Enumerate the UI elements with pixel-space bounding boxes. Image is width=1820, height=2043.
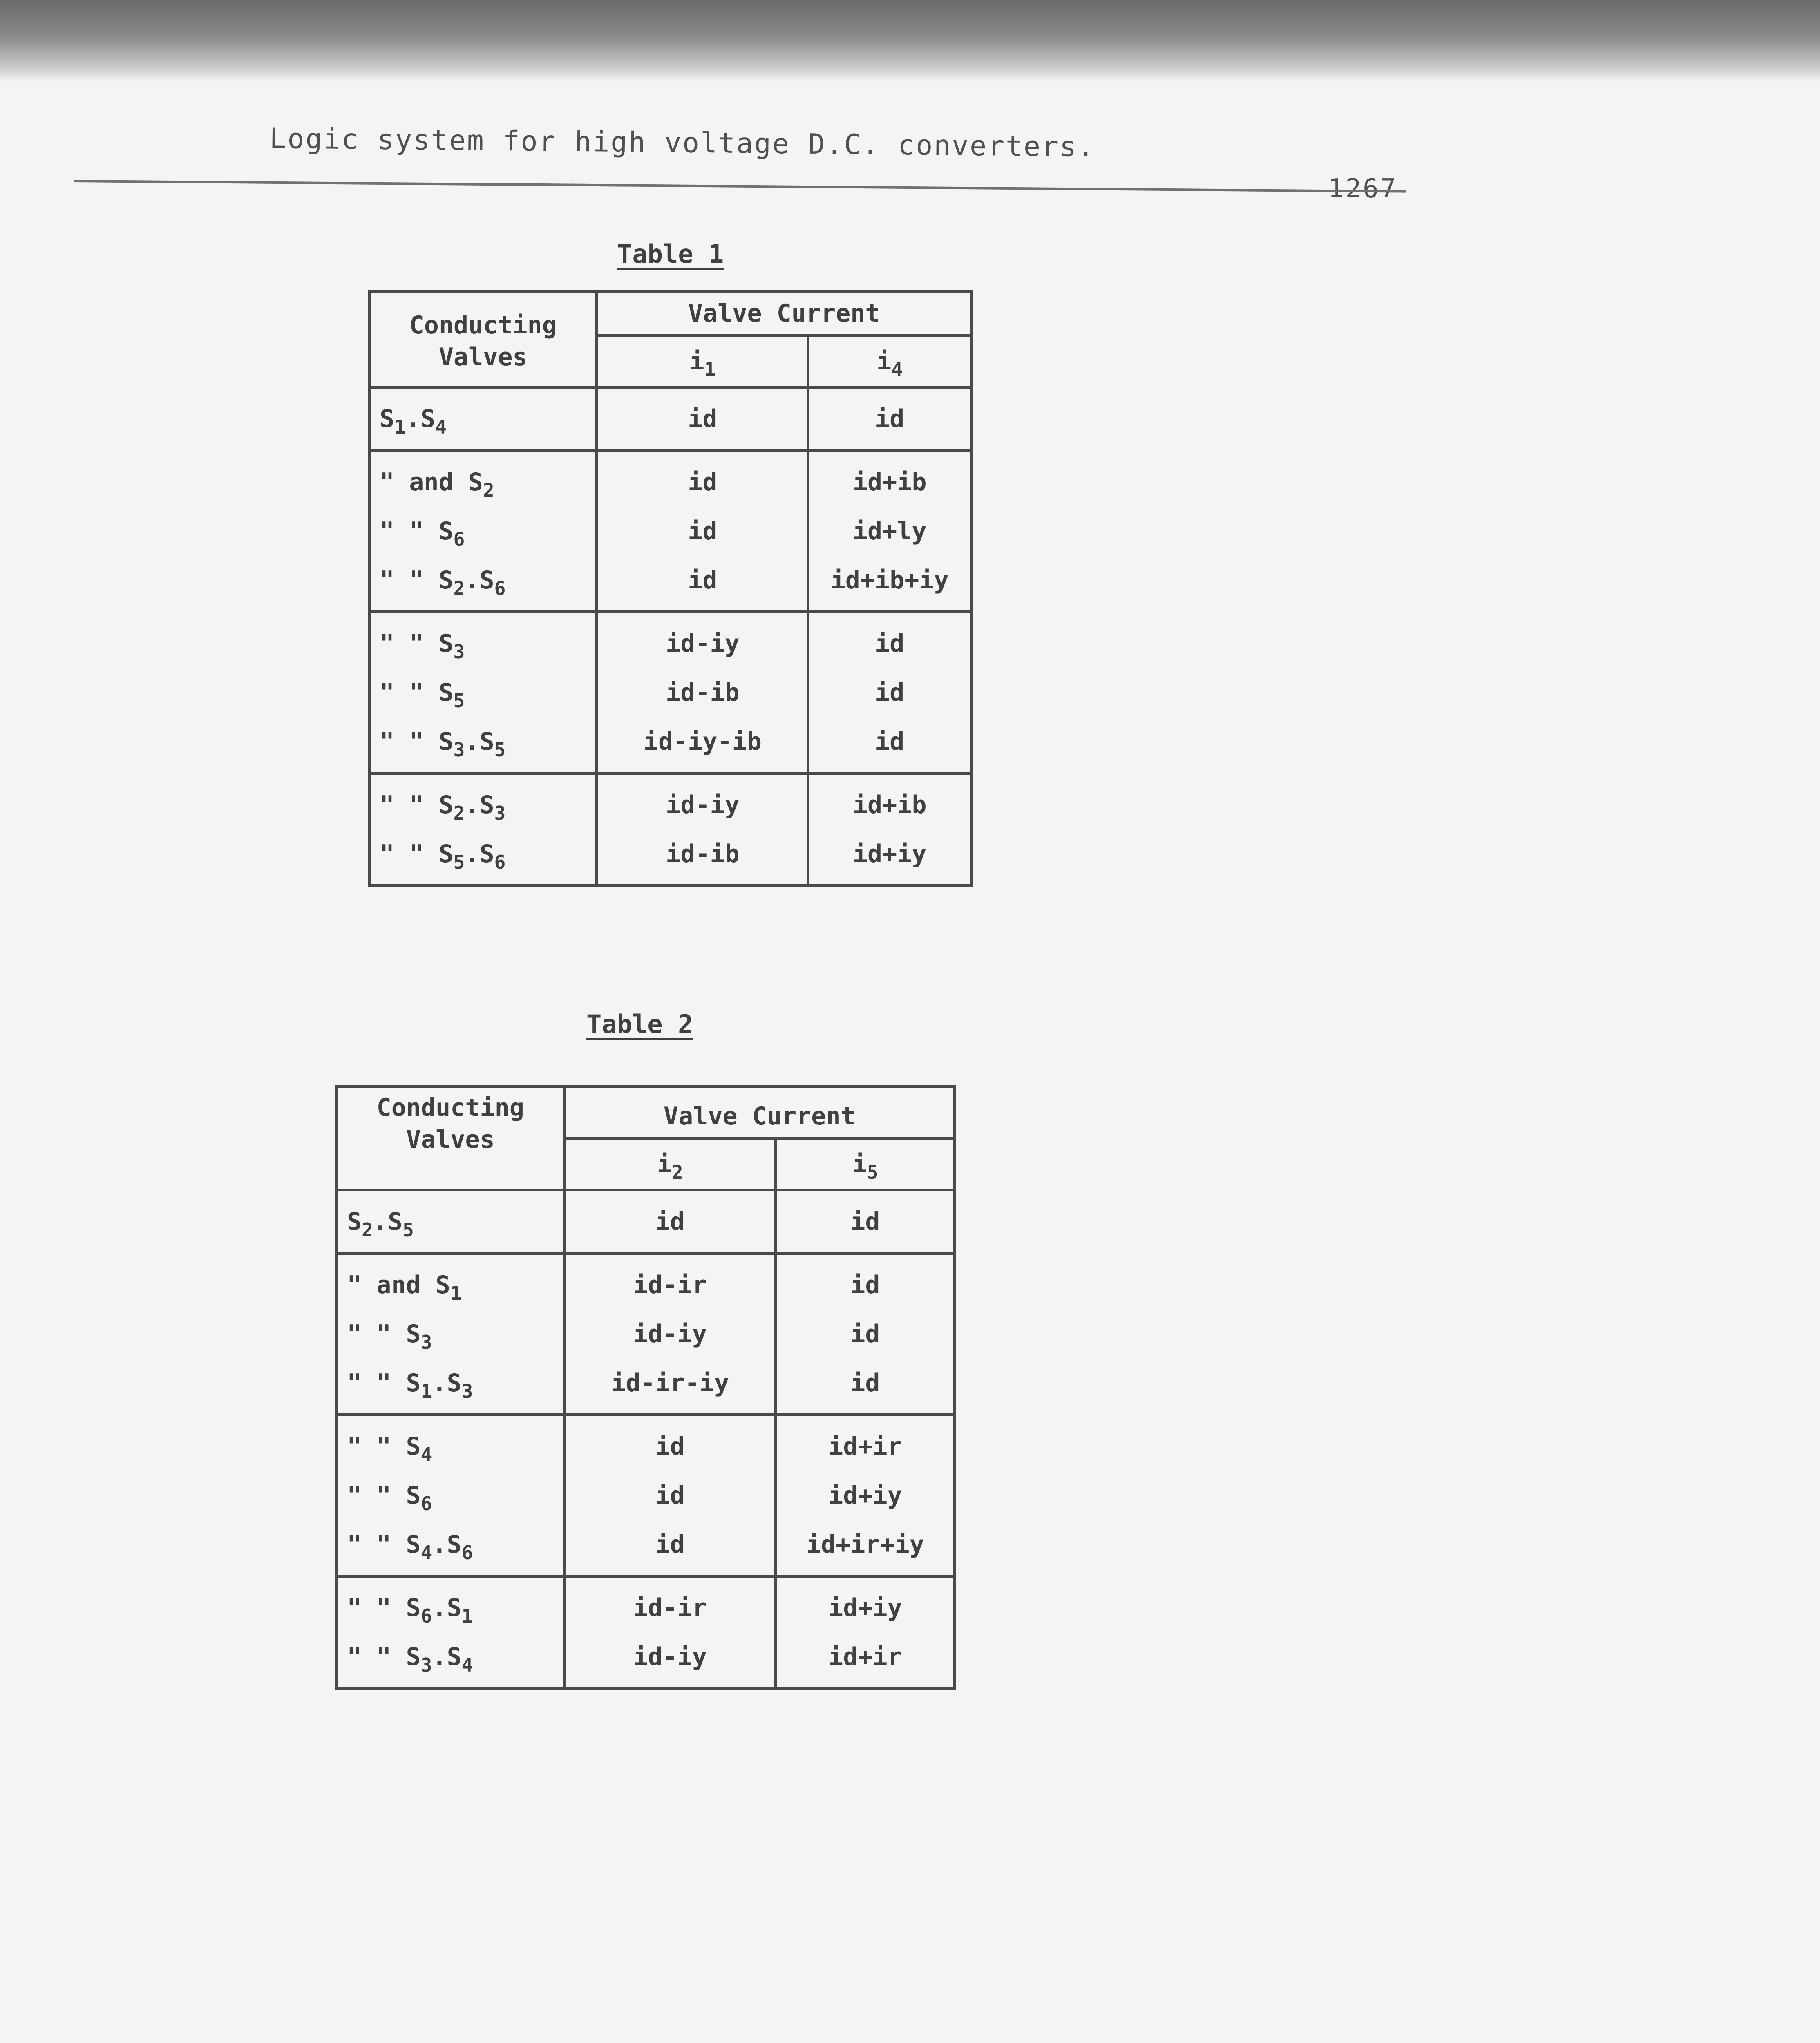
- valve-symbol: S: [438, 727, 454, 756]
- valve-combination: $S_1.S_4$: [380, 405, 447, 438]
- table-2-caption: Table 2: [586, 1009, 693, 1039]
- current-expression: id+ir: [828, 1643, 902, 1671]
- valve-combination: " " $S_4.S_6$: [347, 1530, 473, 1564]
- valve-combination: " " $S_5.S_6$: [380, 840, 506, 873]
- conducting-valves-cell: [337, 1576, 565, 1689]
- current-expression: id+iy: [828, 1481, 902, 1510]
- ditto-prefix: " ": [380, 727, 439, 756]
- conducting-valves-cell: [337, 1254, 565, 1415]
- valve-symbol: S: [479, 566, 494, 595]
- valve-symbol: S: [479, 791, 494, 819]
- ditto-prefix: " ": [380, 791, 439, 819]
- table-row-group: [337, 1254, 955, 1415]
- conducting-valves-cell: [369, 773, 597, 886]
- valve-symbol: S: [438, 678, 454, 707]
- valve-symbol: S: [406, 1369, 421, 1397]
- valve-index: 3: [453, 641, 465, 663]
- valve-combination: $S_2.S_5$: [347, 1207, 414, 1241]
- current-expression: id: [655, 1432, 685, 1461]
- valve-index: 2: [483, 479, 494, 501]
- valve-current-cell: [564, 1190, 776, 1254]
- current-expression: id+iy: [852, 840, 927, 868]
- valve-current-cell: [597, 451, 808, 612]
- valve-symbol: S: [347, 1207, 362, 1236]
- valve-symbol: S: [468, 468, 483, 496]
- current-expression: id-ib: [666, 840, 740, 868]
- current-i5-header: $i_5$: [776, 1138, 955, 1190]
- valve-combination: [371, 668, 595, 717]
- ditto-prefix: " ": [347, 1432, 406, 1461]
- valve-current-cell: [597, 612, 808, 773]
- valve-index: 4: [420, 1444, 432, 1466]
- scan-shadow: [0, 0, 1820, 82]
- ditto-prefix: " ": [380, 629, 439, 658]
- valve-symbol: S: [438, 629, 454, 658]
- valve-symbol: S: [447, 1643, 462, 1671]
- valve-current-cell: [564, 1254, 776, 1415]
- valve-symbol: S: [479, 727, 494, 756]
- valve-index: 2: [453, 802, 465, 824]
- current-expression: id: [850, 1369, 880, 1397]
- table-row-group: [369, 773, 971, 886]
- valve-combination: " " $S_6.S_1$: [347, 1594, 473, 1627]
- valve-index: 6: [494, 577, 506, 599]
- valve-current-cell: [564, 1415, 776, 1576]
- table-2-body: [337, 1190, 955, 1689]
- valve-symbol: S: [387, 1207, 403, 1236]
- valve-index: 3: [420, 1331, 432, 1353]
- table-row-group: [369, 612, 971, 773]
- valve-symbol: S: [406, 1530, 421, 1559]
- valve-symbol: S: [438, 566, 454, 595]
- valve-index: 6: [461, 1542, 473, 1564]
- valve-symbol: S: [479, 840, 494, 868]
- table-row-group: [337, 1576, 955, 1689]
- valve-symbol: S: [447, 1530, 462, 1559]
- ditto-prefix: " and: [380, 468, 468, 496]
- valve-current-header: Valve Current: [597, 292, 971, 335]
- current-expression: id: [655, 1207, 685, 1236]
- valve-current-cell: [808, 387, 971, 451]
- ditto-prefix: " ": [380, 517, 439, 545]
- current-expression: id: [688, 517, 718, 545]
- valve-symbol: S: [438, 791, 454, 819]
- valve-index: 1: [420, 1380, 432, 1402]
- current-expression: id+ib: [852, 791, 927, 819]
- current-expression: id-iy: [666, 629, 740, 658]
- valve-combination: [338, 1310, 563, 1359]
- ditto-prefix: " ": [347, 1643, 406, 1671]
- ditto-prefix: " ": [380, 566, 439, 595]
- valve-index: 1: [461, 1605, 473, 1627]
- valve-symbol: S: [438, 840, 454, 868]
- current-expression: id-iy-ib: [643, 727, 762, 756]
- conducting-valves-header: Conducting Valves: [369, 292, 597, 387]
- valve-combination: [371, 619, 595, 668]
- table-row-group: [369, 451, 971, 612]
- valve-current-cell: [597, 387, 808, 451]
- valve-current-cell: [808, 451, 971, 612]
- valve-current-cell: [776, 1415, 955, 1576]
- valve-index: 4: [435, 416, 447, 438]
- current-expression: id: [688, 405, 718, 433]
- valve-symbol: S: [447, 1594, 462, 1622]
- valve-index: 4: [461, 1654, 473, 1676]
- current-expression: id: [875, 678, 905, 707]
- valve-current-cell: [776, 1254, 955, 1415]
- valve-index: 2: [453, 577, 465, 599]
- current-expression: id+ly: [852, 517, 927, 545]
- valve-index: 6: [494, 851, 506, 873]
- valve-combination: " " $S_3.S_5$: [380, 727, 506, 761]
- valve-symbol: S: [420, 405, 436, 433]
- valve-current-cell: [776, 1190, 955, 1254]
- conducting-valves-cell: [369, 451, 597, 612]
- header-rule: [74, 180, 1406, 193]
- valve-current-cell: [808, 773, 971, 886]
- current-expression: id-iy: [666, 791, 740, 819]
- current-expression: id+iy: [828, 1594, 902, 1622]
- ditto-prefix: " ": [380, 678, 439, 707]
- current-expression: id-ir: [633, 1594, 707, 1622]
- current-expression: id: [655, 1481, 685, 1510]
- valve-index: 6: [420, 1493, 432, 1515]
- valve-symbol: S: [406, 1432, 421, 1461]
- valve-combination: " " $S_1.S_3$: [347, 1369, 473, 1402]
- table-1-caption: Table 1: [617, 239, 724, 269]
- ditto-prefix: " ": [347, 1320, 406, 1348]
- table-1-body: [369, 387, 971, 886]
- valve-combination: [338, 1422, 563, 1471]
- table-row-group: [337, 1415, 955, 1576]
- valve-combination: " " $S_2.S_6$: [380, 566, 506, 599]
- current-expression: id: [850, 1320, 880, 1348]
- current-i4-header: $i_4$: [808, 335, 971, 387]
- valve-combination: [338, 1261, 563, 1310]
- current-expression: id-iy: [633, 1643, 707, 1671]
- table-row-group: [337, 1190, 955, 1254]
- page-number: 1267: [1328, 174, 1398, 204]
- valve-combination: [371, 458, 595, 507]
- valve-symbol: S: [406, 1594, 421, 1622]
- valve-index: 5: [494, 739, 506, 761]
- current-expression: id-ir: [633, 1271, 707, 1299]
- current-expression: id-iy: [633, 1320, 707, 1348]
- valve-symbol: S: [406, 1320, 421, 1348]
- current-expression: id: [655, 1530, 685, 1559]
- current-expression: id: [875, 629, 905, 658]
- ditto-prefix: " ": [347, 1530, 406, 1559]
- valve-current-cell: [564, 1576, 776, 1689]
- valve-index: 3: [420, 1654, 432, 1676]
- current-expression: id-ib: [666, 678, 740, 707]
- valve-symbol: S: [435, 1271, 450, 1299]
- valve-symbol: S: [380, 405, 395, 433]
- current-expression: id: [850, 1207, 880, 1236]
- valve-combination: [338, 1471, 563, 1520]
- valve-index: 5: [453, 690, 465, 712]
- valve-symbol: S: [406, 1481, 421, 1510]
- ditto-prefix: " ": [347, 1481, 406, 1510]
- valve-index: 4: [420, 1542, 432, 1564]
- conducting-valves-cell: [369, 612, 597, 773]
- valve-symbol: S: [447, 1369, 462, 1397]
- ditto-prefix: " ": [380, 840, 439, 868]
- valve-index: 3: [494, 802, 506, 824]
- conducting-valves-cell: [369, 387, 597, 451]
- valve-current-cell: [808, 612, 971, 773]
- valve-index: 6: [453, 528, 465, 550]
- valve-current-header: Valve Current: [564, 1086, 955, 1138]
- valve-combination: [371, 507, 595, 556]
- current-i1-header: $i_1$: [597, 335, 808, 387]
- current-expression: id: [688, 468, 718, 496]
- valve-index: 1: [450, 1282, 462, 1304]
- ditto-prefix: " ": [347, 1369, 406, 1397]
- conducting-valves-cell: [337, 1190, 565, 1254]
- table-2: [335, 1085, 956, 1690]
- valve-index: 3: [453, 739, 465, 761]
- valve-index: 1: [394, 416, 406, 438]
- current-expression: id+ir: [828, 1432, 902, 1461]
- valve-index: 5: [402, 1219, 414, 1241]
- running-head: Logic system for high voltage D.C. converters.: [269, 123, 1096, 164]
- table-row-group: [369, 387, 971, 451]
- valve-symbol: S: [438, 517, 454, 545]
- current-expression: id: [875, 727, 905, 756]
- valve-combination: " " $S_3.S_4$: [347, 1643, 473, 1676]
- conducting-valves-header: Conducting Valves: [337, 1086, 565, 1190]
- current-expression: id+ib+iy: [830, 566, 949, 595]
- current-expression: id: [875, 405, 905, 433]
- valve-index: 2: [362, 1219, 373, 1241]
- valve-combination: " " $S_2.S_3$: [380, 791, 506, 824]
- valve-index: 5: [453, 851, 465, 873]
- ditto-prefix: " and: [347, 1271, 436, 1299]
- current-expression: id+ir+iy: [806, 1530, 924, 1559]
- valve-symbol: S: [406, 1643, 421, 1671]
- current-expression: id: [688, 566, 718, 595]
- valve-index: 6: [420, 1605, 432, 1627]
- conducting-valves-cell: [337, 1415, 565, 1576]
- ditto-prefix: " ": [347, 1594, 406, 1622]
- valve-index: 3: [461, 1380, 473, 1402]
- current-expression: id: [850, 1271, 880, 1299]
- current-expression: id+ib: [852, 468, 927, 496]
- valve-current-cell: [597, 773, 808, 886]
- current-i2-header: $i_2$: [564, 1138, 776, 1190]
- current-expression: id-ir-iy: [611, 1369, 729, 1397]
- table-1: [368, 290, 973, 887]
- valve-current-cell: [776, 1576, 955, 1689]
